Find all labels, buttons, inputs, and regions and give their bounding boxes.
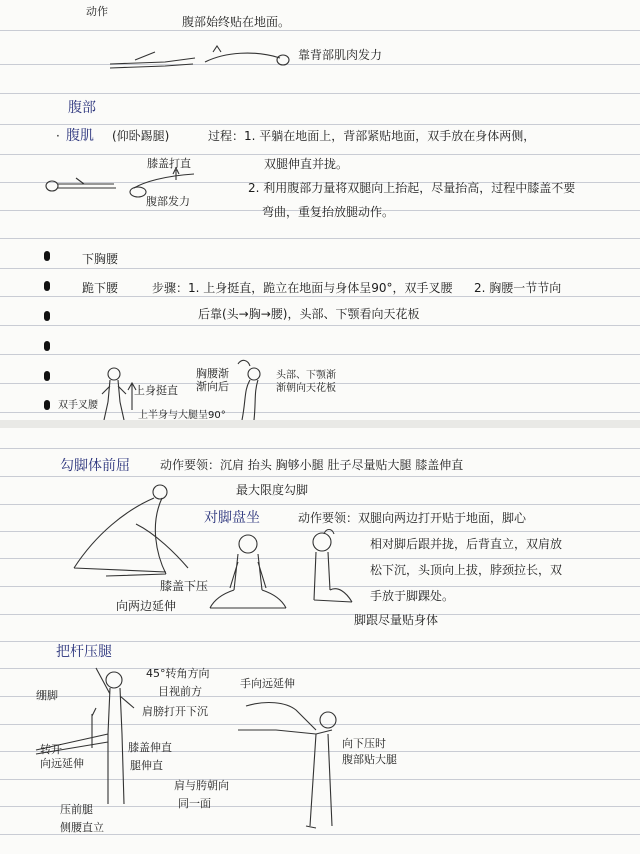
margin-dot — [44, 400, 50, 410]
margin-dot — [44, 311, 50, 321]
front-press-label: 压前腿 — [60, 803, 93, 816]
abs-thigh-label: 腹部贴大腿 — [342, 753, 397, 766]
page-gap — [0, 420, 640, 428]
point-foot-label: 绷脚 — [36, 689, 58, 702]
knee-straight-label: 膝盖伸直 — [128, 741, 172, 754]
forward-fold-sketch — [66, 484, 196, 576]
margin-dot — [44, 281, 50, 291]
back-muscle-note: 靠背部肌肉发力 — [298, 48, 383, 62]
abs-force-label: 腹部发力 — [146, 195, 190, 208]
sole-sit-key-4: 手放于脚踝处。 — [370, 589, 455, 603]
exercise-abs-paren: (仰卧踢腿) — [112, 129, 170, 143]
kneel-backbend-step2: 2. 胸腰一节节向 — [474, 281, 562, 295]
top-cut-text: 动作 — [86, 5, 108, 18]
bullet: · — [56, 129, 60, 143]
eyes-front-label: 目视前方 — [158, 685, 202, 698]
head-ceiling-label: 头部、下颚渐渐朝向天花板 — [276, 370, 336, 394]
sole-sit-key-2: 相对脚后跟并拢，后背直立，双肩放 — [370, 537, 563, 551]
extend-far-label: 向远延伸 — [40, 757, 84, 770]
kneel-backbend-steps: 步骤：1. 上身挺直，跪立在地面与身体呈90°，双手叉腰 — [152, 281, 453, 295]
hands-waist-label: 双手叉腰 — [58, 400, 98, 411]
kneel-backbend-steps-cont: 后靠(头→胸→腰)，头部、下颚看向天花板 — [198, 307, 420, 321]
hook-foot-title: 勾脚体前屈 — [60, 458, 130, 474]
shoulders-label: 肩膀打开下沉 — [142, 705, 208, 718]
notebook-page-bottom — [0, 428, 640, 854]
heel-close-label: 脚跟尽量贴身体 — [354, 613, 439, 627]
sole-sit-key-1: 动作要领：双腿向两边打开贴于地面，脚心 — [298, 511, 527, 525]
exercise-abs-step2: 2. 利用腹部力量将双腿向上抬起，尽量抬高，过程中膝盖不要 — [248, 181, 576, 195]
chest-back-label: 胸腰渐渐向后 — [196, 367, 229, 393]
hook-foot-key-points-2: 最大限度勾脚 — [236, 483, 309, 497]
angle-direction-label: 45°转角方向 — [146, 667, 210, 680]
leg-straight-label: 腿伸直 — [130, 759, 163, 772]
side-waist-label: 侧腰直立 — [60, 821, 104, 834]
section-title-backbend: 下胸腰 — [82, 252, 119, 266]
knee-straight-label: 膝盖打直 — [147, 157, 191, 170]
exercise-abs-name: 腹肌 — [66, 128, 94, 144]
stretch-sides-label: 向两边延伸 — [116, 599, 177, 613]
turn-out-label: 转开 — [40, 743, 62, 756]
barre-stretch-front-sketch — [26, 664, 146, 814]
margin-dot — [44, 341, 50, 351]
sole-sit-title: 对脚盘坐 — [204, 510, 260, 526]
knee-press-label: 膝盖下压 — [160, 579, 209, 593]
exercise-abs-process-cont: 双腿伸直并拢。 — [264, 157, 349, 171]
butterfly-sit-front-sketch — [208, 532, 288, 618]
margin-dot — [44, 371, 50, 381]
kneel-backbend-name: 跪下腰 — [82, 281, 119, 295]
prone-figure-sketch — [105, 44, 295, 74]
sole-sit-key-3: 松下沉，头顶向上拔，脖颈拉长，双 — [370, 563, 563, 577]
same-plane-label: 同一面 — [178, 797, 211, 810]
hand-extend-label: 手向远延伸 — [240, 677, 295, 690]
exercise-abs-step2-cont: 弯曲，重复抬放腿动作。 — [262, 205, 395, 219]
cut-bottom-text: 上半身与大腿呈90° — [138, 410, 226, 420]
margin-dot — [44, 251, 50, 261]
exercise-abs-process: 过程：1. 平躺在地面上，背部紧贴地面，双手放在身体两侧， — [208, 129, 536, 143]
section-title-abs: 腹部 — [68, 100, 96, 116]
abs-ground-note: 腹部始终贴在地面。 — [182, 15, 291, 29]
hips-face-label: 肩与胯朝向 — [174, 779, 229, 792]
kneeling-figure-arching-sketch — [232, 364, 282, 420]
press-down-label: 向下压时 — [342, 737, 386, 750]
hook-foot-key-points: 动作要领：沉肩 抬头 胸够小腿 肚子尽量贴大腿 膝盖伸直 — [160, 458, 464, 472]
barre-title: 把杆压腿 — [56, 644, 112, 660]
upper-body-label: 上身挺直 — [134, 384, 178, 397]
butterfly-sit-side-sketch — [302, 530, 362, 616]
notebook-page-top — [0, 0, 640, 420]
